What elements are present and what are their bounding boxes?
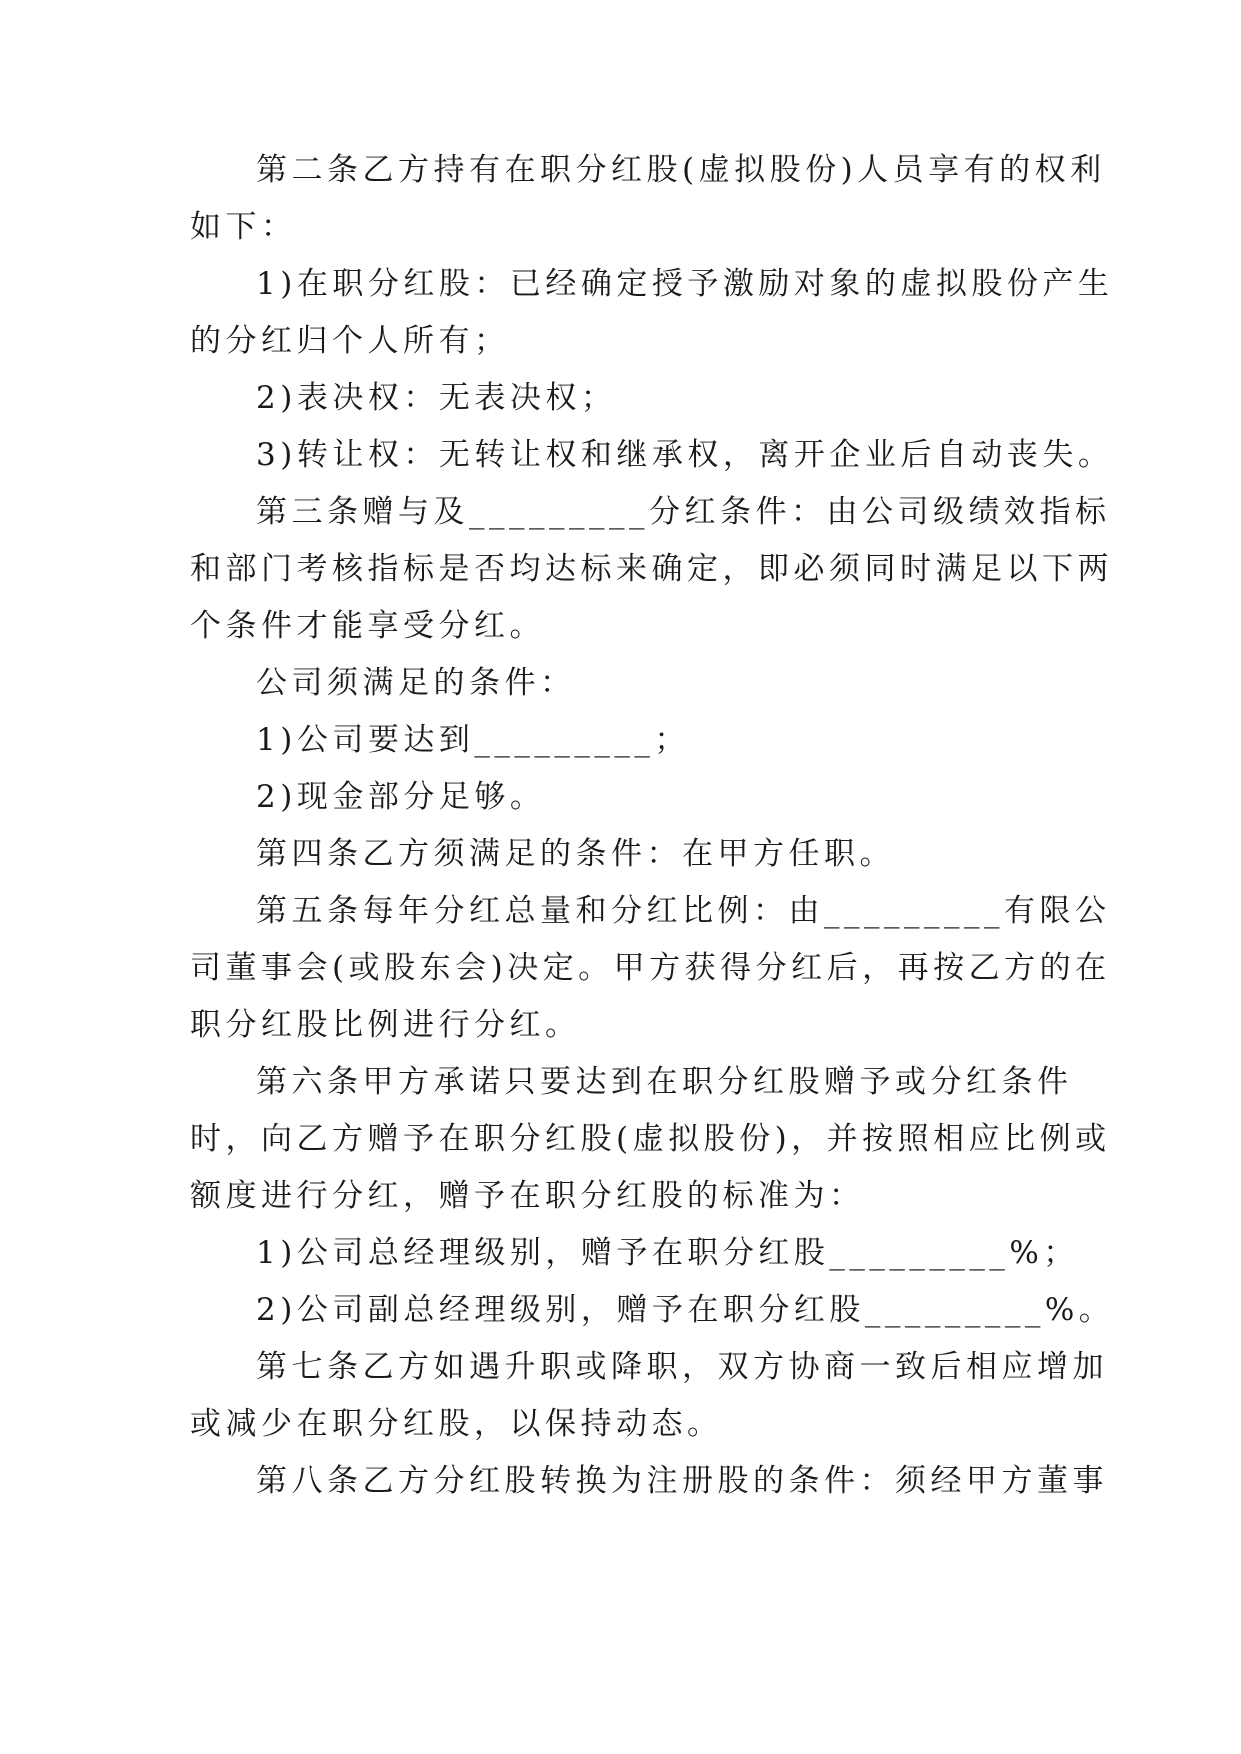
company-condition-1: 1)公司要达到_________； xyxy=(256,722,690,758)
article-2-line-2: 如下： xyxy=(190,209,297,245)
article-2-item-2: 2)表决权：无表决权； xyxy=(256,380,617,416)
article-7-line-2: 或减少在职分红股，以保持动态。 xyxy=(190,1406,723,1442)
article-2-line-1: 第二条乙方持有在职分红股(虚拟股份)人员享有的权利 xyxy=(256,152,1106,188)
company-conditions-heading: 公司须满足的条件： xyxy=(256,665,576,701)
article-8-line-1: 第八条乙方分红股转换为注册股的条件：须经甲方董事 xyxy=(256,1463,1108,1499)
article-4: 第四条乙方须满足的条件：在甲方任职。 xyxy=(256,836,895,872)
article-3-line-3: 个条件才能享受分红。 xyxy=(190,608,545,644)
article-3-line-2: 和部门考核指标是否均达标来确定，即必须同时满足以下两 xyxy=(190,551,1113,587)
article-5-line-3: 职分红股比例进行分红。 xyxy=(190,1007,581,1043)
article-2-item-1-line-1: 1)在职分红股：已经确定授予激励对象的虚拟股份产生 xyxy=(256,266,1114,302)
article-6-line-2: 时，向乙方赠予在职分红股(虚拟股份)，并按照相应比例或 xyxy=(190,1121,1111,1157)
article-7-line-1: 第七条乙方如遇升职或降职，双方协商一致后相应增加 xyxy=(256,1349,1108,1385)
article-2-item-1-line-2: 的分红归个人所有； xyxy=(190,323,510,359)
article-3-line-1: 第三条赠与及_________分红条件：由公司级绩效指标 xyxy=(256,494,1111,530)
article-5-line-1: 第五条每年分红总量和分红比例：由_________有限公 xyxy=(256,893,1111,929)
article-2-item-3: 3)转让权：无转让权和继承权，离开企业后自动丧失。 xyxy=(256,437,1114,473)
article-6-line-1: 第六条甲方承诺只要达到在职分红股赠予或分红条件 xyxy=(256,1064,1073,1100)
article-6-item-2: 2)公司副总经理级别，赠予在职分红股_________%。 xyxy=(256,1292,1115,1328)
company-condition-2: 2)现金部分足够。 xyxy=(256,779,546,815)
article-6-line-3: 额度进行分红，赠予在职分红股的标准为： xyxy=(190,1178,865,1214)
article-6-item-1: 1)公司总经理级别，赠予在职分红股_________%； xyxy=(256,1235,1079,1271)
article-5-line-2: 司董事会(或股东会)决定。甲方获得分红后，再按乙方的在 xyxy=(190,950,1111,986)
